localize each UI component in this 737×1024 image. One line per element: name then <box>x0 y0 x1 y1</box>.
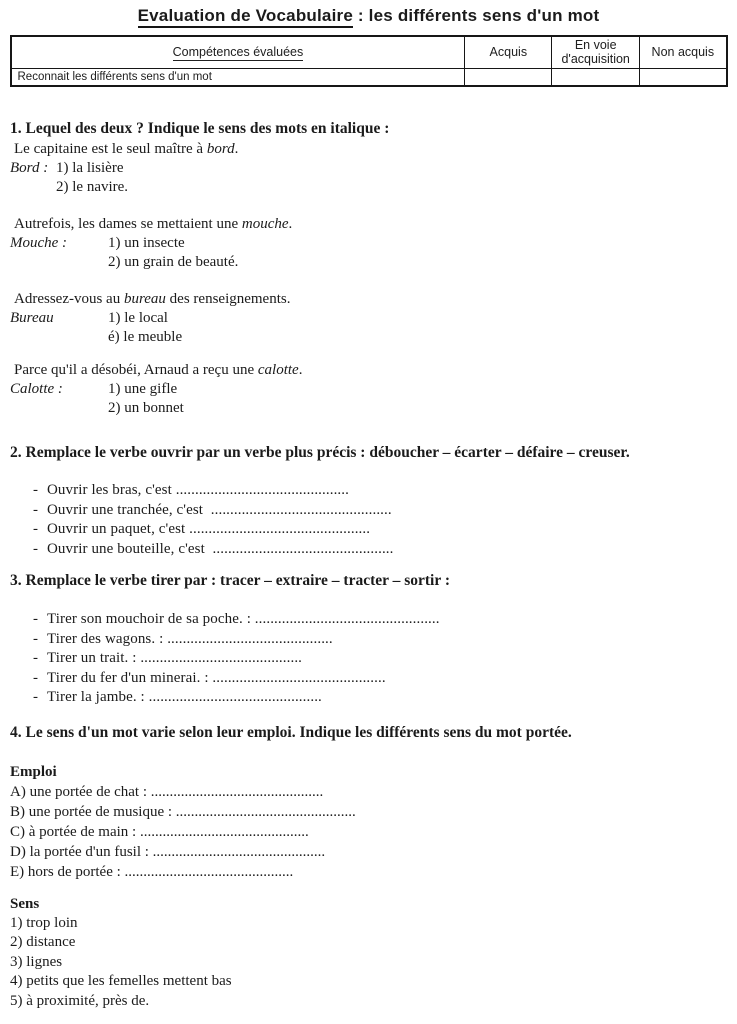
option-2: 2) un grain de beauté. <box>108 254 239 271</box>
list-item <box>10 501 728 521</box>
fill-in-line: Ouvrir un paquet, c'est ............................................... <box>47 521 371 538</box>
list-item: 2) distance <box>10 934 76 951</box>
cell-en-voie <box>552 68 640 86</box>
list-item <box>10 688 728 708</box>
word-label: Bureau <box>10 310 54 327</box>
page-title-underlined: Evaluation de Vocabulaire <box>138 6 353 28</box>
dash-bullet: - <box>33 611 38 628</box>
exercise3-heading: 3. Remplace le verbe tirer par : tracer – extraire – tracter – sortir : <box>10 572 450 590</box>
sens-list <box>10 914 728 1012</box>
emploi-subheading: Emploi <box>10 763 57 780</box>
word-options-line <box>10 309 728 328</box>
list-item: 3) lignes <box>10 953 63 970</box>
fill-in-line: B) une portée de musique : ................................................ <box>10 803 356 820</box>
option-2: 2) un bonnet <box>108 400 184 417</box>
vocab-item-mouche <box>10 215 728 272</box>
option-1: 1) le local <box>108 310 168 327</box>
word-options-line <box>10 380 728 399</box>
list-item <box>10 630 728 650</box>
fill-in-line: Ouvrir une bouteille, c'est ............................................... <box>47 540 394 557</box>
list-item <box>10 669 728 689</box>
fill-in-line: Tirer du fer d'un minerai. : ............................................. <box>47 669 386 686</box>
exercise2-list <box>10 481 728 559</box>
word-label: Calotte : <box>10 381 63 398</box>
sens-subheading: Sens <box>10 895 40 912</box>
vocab-item-bureau <box>10 290 728 347</box>
page-title-rest: : les différents sens d'un mot <box>352 6 600 25</box>
word-label: Bord : <box>10 160 49 177</box>
italic-word: bureau <box>123 291 166 308</box>
fill-in-line: E) hors de portée : ............................................. <box>10 863 294 880</box>
list-item <box>10 520 728 540</box>
example-sentence: Parce qu'il a désobéi, Arnaud a reçu une calotte. <box>14 362 303 379</box>
word-options-line <box>10 159 728 178</box>
cell-non-acquis <box>640 68 727 86</box>
list-item <box>10 481 728 501</box>
cell-competence: Reconnait les différents sens d'un mot <box>11 68 465 86</box>
cell-acquis <box>465 68 552 86</box>
italic-word: bord <box>206 141 235 158</box>
header-competences: Compétences évaluées <box>11 36 465 68</box>
fill-in-line: Tirer des wagons. : ........................................... <box>47 630 333 647</box>
example-sentence: Autrefois, les dames se mettaient une mouche. <box>14 216 293 233</box>
list-item <box>10 649 728 669</box>
dash-bullet: - <box>33 482 38 499</box>
list-item: 5) à proximité, près de. <box>10 992 150 1009</box>
option-2: é) le meuble <box>108 329 183 346</box>
fill-in-line: Ouvrir une tranchée, c'est ............................................... <box>47 501 392 518</box>
dash-bullet: - <box>33 540 38 557</box>
page-title <box>0 0 737 26</box>
list-item: 1) trop loin <box>10 914 78 931</box>
example-sentence: Le capitaine est le seul maître à bord. <box>14 141 239 158</box>
fill-in-line: C) à portée de main : ............................................. <box>10 823 309 840</box>
header-en-voie-acquisition: En voie d'acquisition <box>552 36 640 68</box>
vocab-item-bord <box>10 140 728 197</box>
fill-in-line: D) la portée d'un fusil : .............................................. <box>10 843 326 860</box>
fill-in-line: Tirer un trait. : .......................................... <box>47 650 303 667</box>
italic-word: mouche <box>241 216 289 233</box>
emploi-list <box>10 782 728 882</box>
exercise4-heading: 4. Le sens d'un mot varie selon leur emploi. Indique les différents sens du mot portée. <box>10 723 572 741</box>
list-item <box>10 540 728 560</box>
table-row <box>11 68 727 86</box>
header-non-acquis: Non acquis <box>640 36 727 68</box>
dash-bullet: - <box>33 521 38 538</box>
option-1: 1) la lisière <box>56 160 124 177</box>
italic-word: calotte <box>257 362 299 379</box>
competence-table <box>10 35 728 87</box>
word-label: Mouche : <box>10 235 68 252</box>
option-1: 1) une gifle <box>108 381 178 398</box>
fill-in-line: Tirer la jambe. : ............................................. <box>47 689 322 706</box>
table-header-row <box>11 36 727 68</box>
header-acquis: Acquis <box>465 36 552 68</box>
list-item: 4) petits que les femelles mettent bas <box>10 973 232 990</box>
word-options-line <box>10 234 728 253</box>
fill-in-line: A) une portée de chat : .............................................. <box>10 783 324 800</box>
exercise1-heading: 1. Lequel des deux ? Indique le sens des mots en italique : <box>10 120 390 138</box>
dash-bullet: - <box>33 630 38 647</box>
dash-bullet: - <box>33 501 38 518</box>
exercise2-heading: 2. Remplace le verbe ouvrir par un verbe plus précis : déboucher – écarter – défaire – creuser. <box>10 444 630 462</box>
exercise3-list <box>10 610 728 708</box>
fill-in-line: Tirer son mouchoir de sa poche. : ................................................ <box>47 611 440 628</box>
example-sentence: Adressez-vous au bureau des renseignements. <box>14 291 291 308</box>
vocab-item-calotte <box>10 361 728 418</box>
option-1: 1) un insecte <box>108 235 185 252</box>
option-2: 2) le navire. <box>56 179 129 196</box>
fill-in-line: Ouvrir les bras, c'est ............................................. <box>47 482 349 499</box>
dash-bullet: - <box>33 669 38 686</box>
dash-bullet: - <box>33 650 38 667</box>
list-item <box>10 610 728 630</box>
dash-bullet: - <box>33 689 38 706</box>
document-body <box>0 119 737 1011</box>
